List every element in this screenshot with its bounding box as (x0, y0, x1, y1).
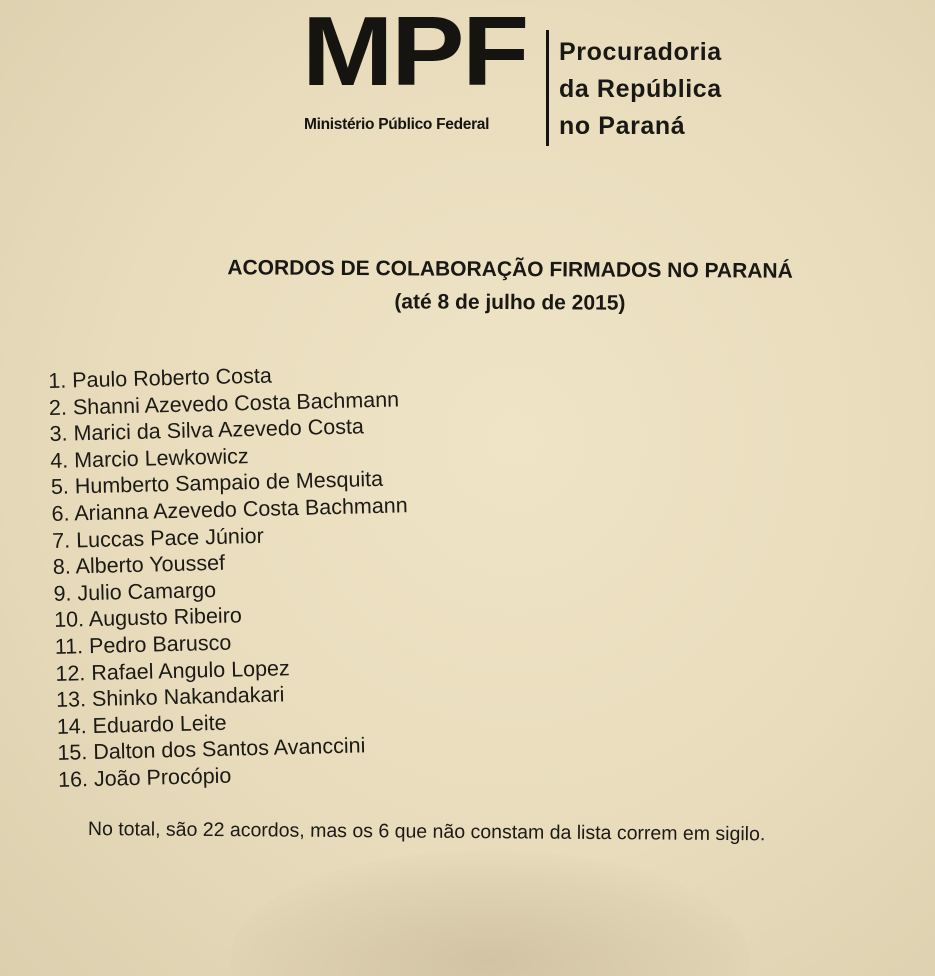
list-item-number: 14. (56, 713, 87, 739)
list-item-number: 6. (51, 501, 70, 526)
document-subtitle: (até 8 de julho de 2015) (394, 290, 626, 315)
mpf-logo (300, 0, 760, 148)
list-item-name: Luccas Pace Júnior (75, 523, 265, 552)
footnote: No total, são 22 acordos, mas os 6 que não constam da lista correm em sigilo. (87, 818, 766, 846)
list-item-number: 9. (53, 581, 72, 606)
logo-divider (546, 30, 549, 146)
list-item-name: João Procópio (93, 763, 232, 791)
org-line: Procuradoria (559, 38, 722, 66)
logo-mark: MPF (302, 0, 527, 106)
list-item-number: 2. (48, 395, 68, 420)
list-item-number: 11. (54, 634, 84, 659)
list-item-number: 13. (55, 687, 87, 713)
organization-name (559, 34, 722, 145)
list-item-number: 15. (57, 740, 88, 766)
list-item-number: 5. (50, 474, 70, 500)
list-item-name: Marcio Lewkowicz (73, 443, 249, 473)
list-item-number: 10. (53, 607, 85, 633)
list-item-name: Shanni Azevedo Costa Bachmann (72, 387, 400, 419)
list-item-number: 1. (48, 368, 67, 393)
list-item-name: Paulo Roberto Costa (71, 363, 273, 393)
list-item-number: 12. (55, 660, 86, 686)
agreements-list (48, 353, 658, 793)
list-item-number: 4. (49, 448, 69, 473)
list-item-name: Julio Camargo (77, 577, 217, 606)
list-item-number: 16. (57, 767, 89, 792)
list-item-name: Alberto Youssef (75, 550, 226, 579)
logo-subtitle: Ministério Público Federal (304, 116, 490, 133)
list-item-number: 3. (49, 421, 68, 447)
list-item-number: 8. (52, 554, 72, 580)
org-line: no Paraná (559, 112, 686, 140)
list-item-name: Dalton dos Santos Avanccini (92, 733, 366, 765)
document-title: ACORDOS DE COLABORAÇÃO FIRMADOS NO PARANÁ (227, 256, 793, 283)
list-item-name: Arianna Azevedo Costa Bachmann (74, 493, 408, 526)
document-heading (150, 251, 870, 321)
list-item-name: Augusto Ribeiro (88, 603, 243, 632)
photo-shadow (230, 850, 750, 976)
list-item-name: Shinko Nakandakari (91, 682, 285, 712)
list-item-number: 7. (51, 528, 71, 553)
org-line: da República (559, 75, 722, 103)
list-item-name: Pedro Barusco (88, 630, 232, 659)
list-item-name: Eduardo Leite (92, 710, 227, 738)
list-item-name: Marici da Silva Azevedo Costa (73, 414, 365, 446)
list-item-name: Rafael Angulo Lopez (91, 655, 291, 685)
list-item-name: Humberto Sampaio de Mesquita (74, 467, 384, 499)
